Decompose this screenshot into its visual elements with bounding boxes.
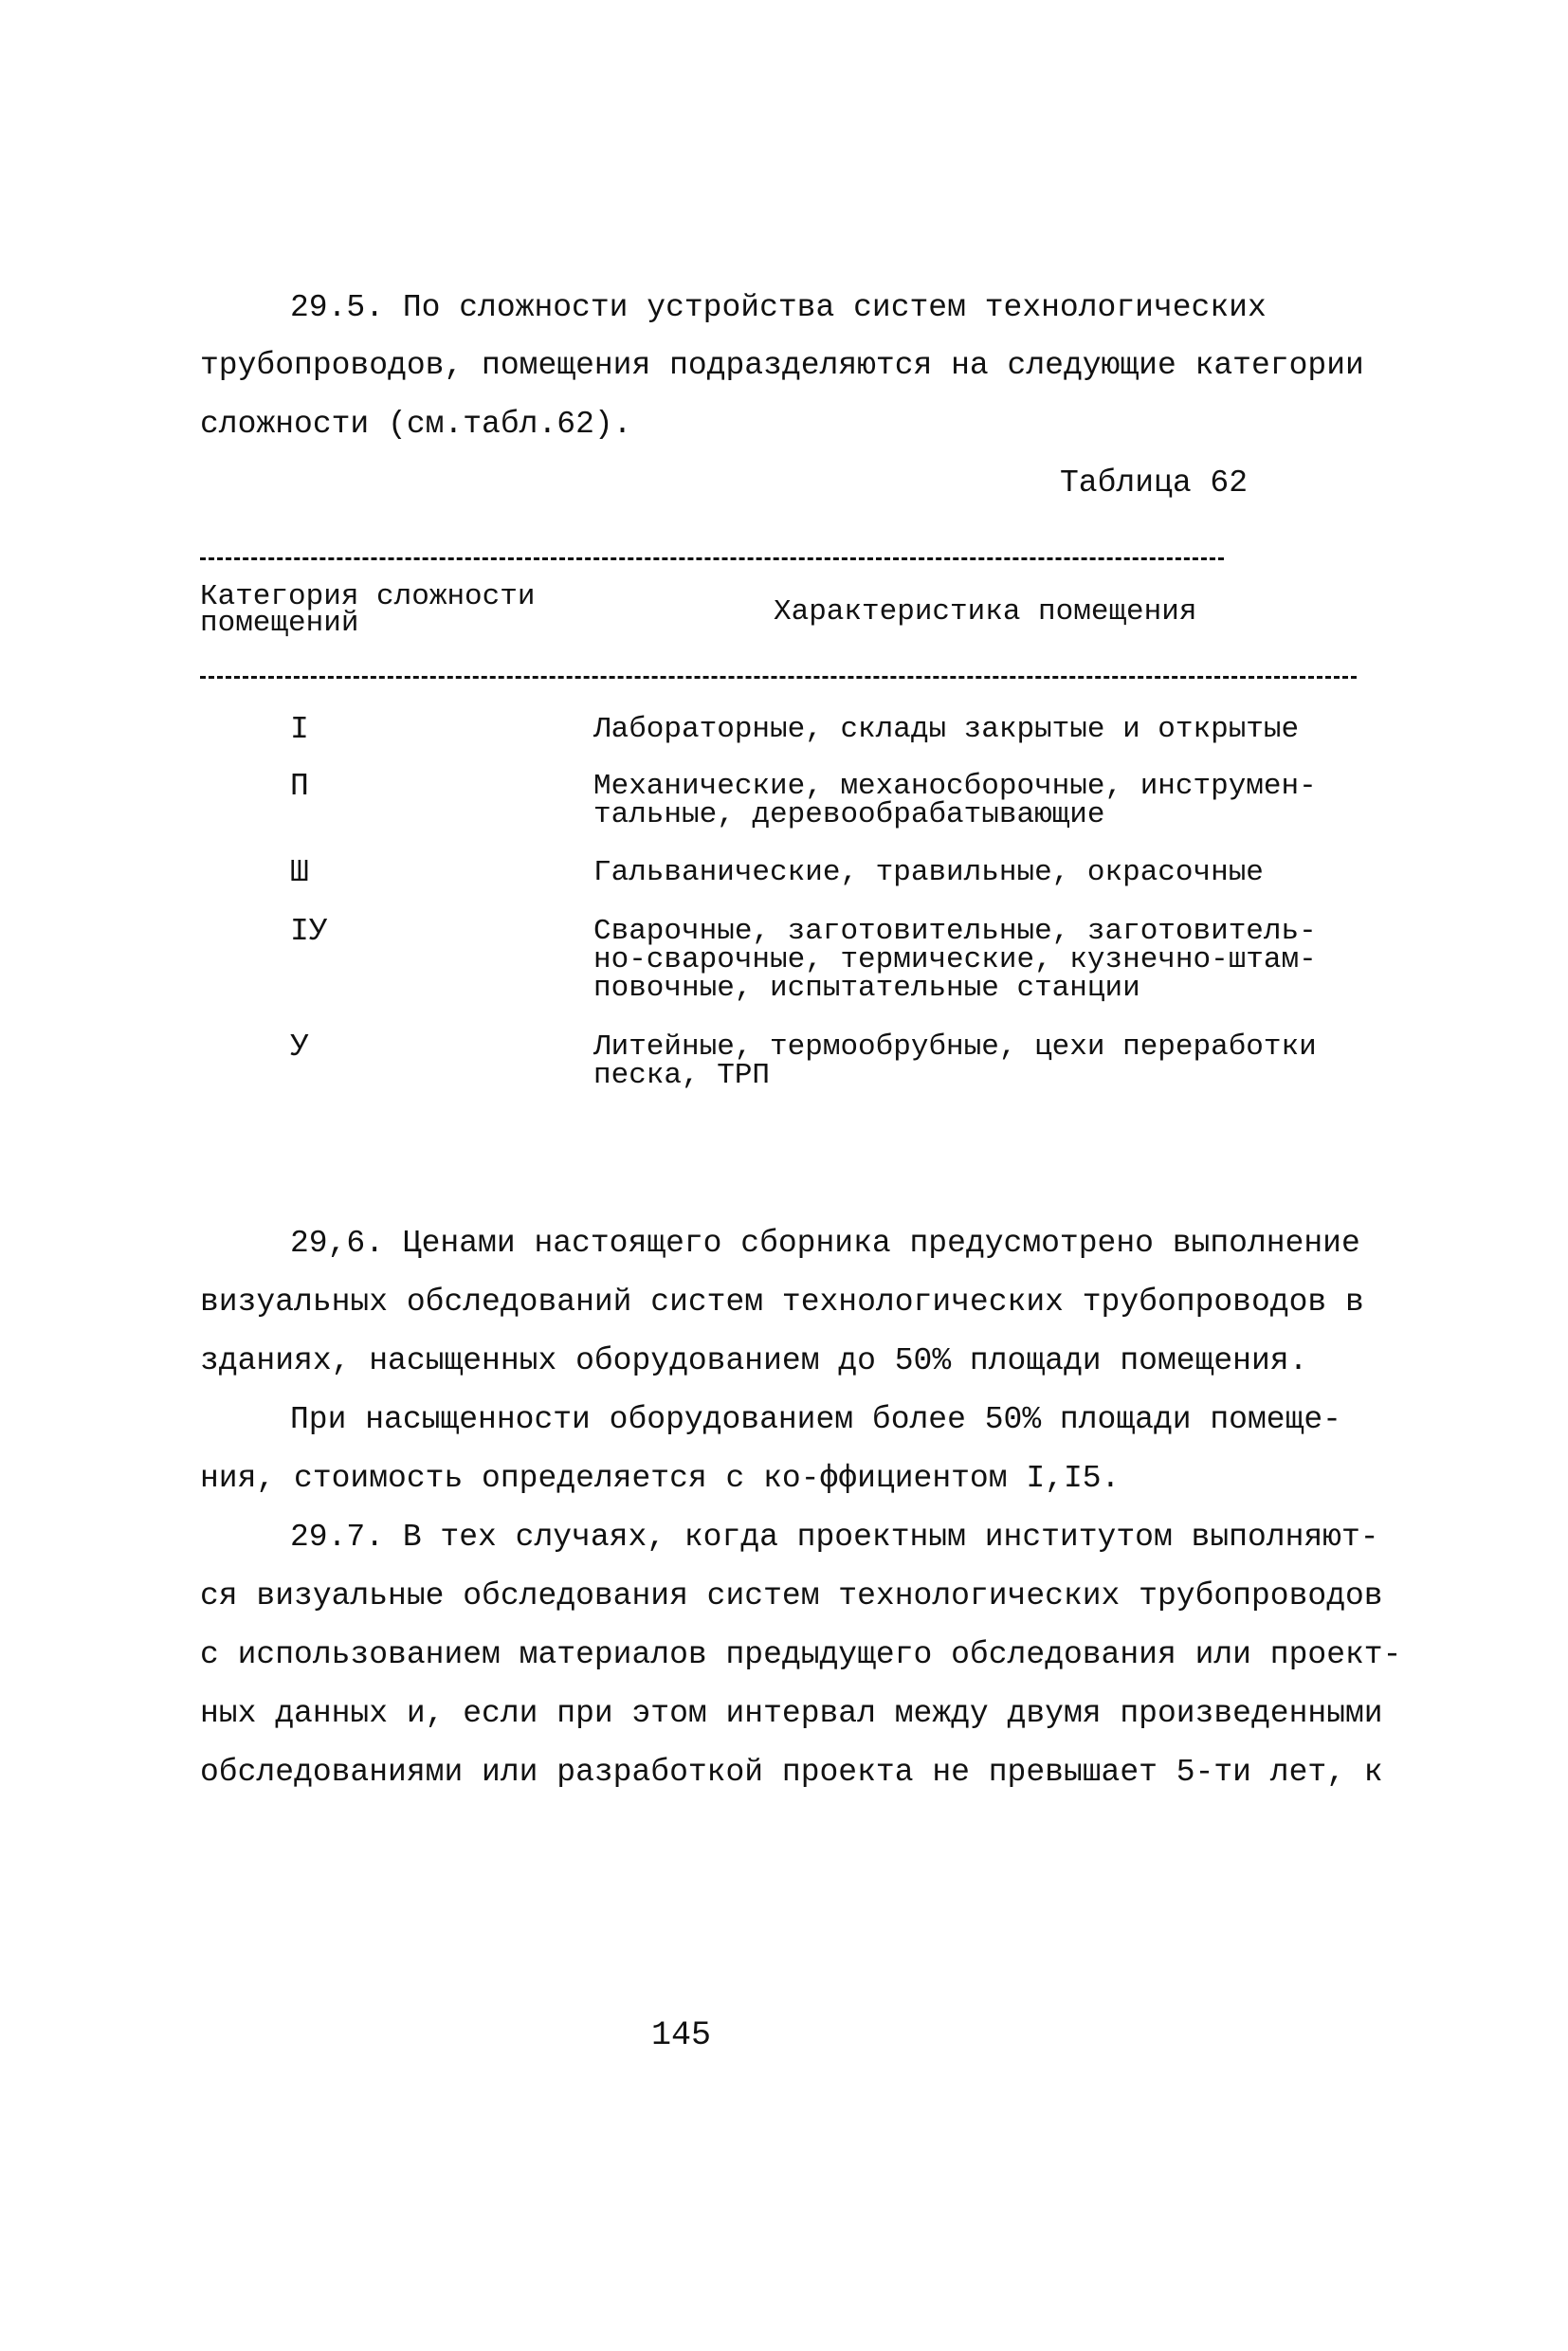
para-29-6-line-3: зданиях, насыщенных оборудованием до 50% площади помещения. xyxy=(200,1343,1308,1378)
page-number: 145 xyxy=(651,2016,712,2054)
table-row-4-category: IУ xyxy=(290,914,328,949)
para-29-6-line-2: визуальных обследований систем технологических трубопроводов в xyxy=(200,1285,1364,1320)
table-row-3-line-1: Гальванические, травильные, окрасочные xyxy=(593,856,1264,889)
para-29-6-line-5: ния, стоимость определяется с ко-ффициентом I,I5. xyxy=(200,1461,1121,1496)
table-row-5-category: У xyxy=(290,1030,309,1065)
para-29-7-line-5: обследованиями или разработкой проекта не превышает 5-ти лет, к xyxy=(200,1755,1383,1790)
para-29-7-line-2: ся визуальные обследования систем технологических трубопроводов xyxy=(200,1578,1383,1613)
para-29-6-line-1: 29,6. Ценами настоящего сборника предусмотрено выполнение xyxy=(290,1226,1360,1261)
para-29-6-line-4: При насыщенности оборудованием более 50% площади помеще- xyxy=(290,1402,1341,1437)
table-header-category-line-1: Категория сложности xyxy=(200,580,536,613)
para-29-7-line-3: с использованием материалов предыдущего обследования или проект- xyxy=(200,1637,1402,1672)
para-29-5-line-2: трубопроводов, помещения подразделяются на следующие категории xyxy=(200,348,1364,383)
table-row-4-description xyxy=(593,915,1317,1005)
table-row-2-line-2: тальные, деревообрабатывающие xyxy=(593,798,1105,831)
para-29-5-line-1: 29.5. По сложности устройства систем технологических xyxy=(290,290,1267,325)
table-top-rule xyxy=(200,557,1224,560)
table-row-1-description xyxy=(593,713,1300,746)
table-header-category-line-2: помещений xyxy=(200,607,359,640)
para-29-5-line-3: сложности (см.табл.62). xyxy=(200,407,632,442)
table-row-1-category: I xyxy=(290,712,309,747)
table-row-4-line-3: повочные, испытательные станции xyxy=(593,972,1140,1005)
table-row-1-line-1: Лабораторные, склады закрытые и открытые xyxy=(593,713,1300,746)
para-29-7-line-4: ных данных и, если при этом интервал между двумя произведенными xyxy=(200,1696,1383,1731)
table-caption: Таблица 62 xyxy=(1060,465,1249,501)
table-row-5-line-2: песка, ТРП xyxy=(593,1059,771,1092)
table-row-2-line-1: Механические, механосборочные, инструмен- xyxy=(593,770,1317,803)
table-row-4-line-2: но-сварочные, термические, кузнечно-штам- xyxy=(593,943,1317,976)
para-29-7-line-1: 29.7. В тех случаях, когда проектным институтом выполняют- xyxy=(290,1520,1379,1555)
table-row-2-description xyxy=(593,770,1317,831)
table-row-4-line-1: Сварочные, заготовительные, заготовитель- xyxy=(593,915,1317,948)
table-row-3-description xyxy=(593,856,1264,889)
table-row-5-description xyxy=(593,1030,1317,1092)
table-row-2-category: П xyxy=(290,769,309,804)
table-row-5-line-1: Литейные, термообрубные, цехи переработки xyxy=(593,1030,1317,1064)
table-header-rule xyxy=(200,676,1357,679)
table-row-3-category: Ш xyxy=(290,855,309,890)
table-header-characteristic: Характеристика помещения xyxy=(774,595,1197,629)
